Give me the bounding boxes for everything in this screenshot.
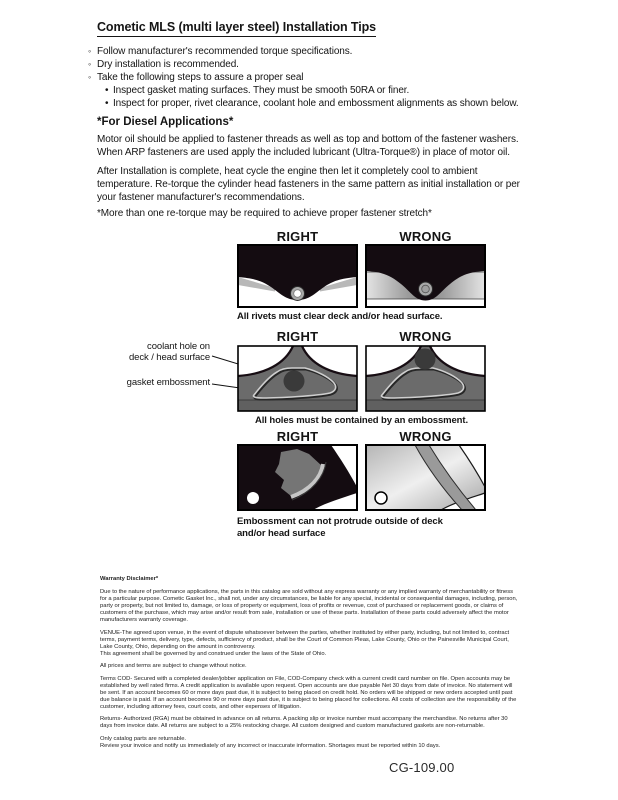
disclaimer-heading: Warranty Disclaimer* [100,576,159,582]
list-item [88,58,519,71]
list-item-text: Dry installation is recommended. [97,59,239,70]
list-item-text: Follow manufacturer's recommended torque specifications. [97,46,353,57]
wrong-label: WRONG [399,429,452,444]
protrusion-wrong-diagram [365,444,486,511]
warranty-disclaimer [100,576,520,750]
disclaimer-paragraph: This agreement shall be governed by and construed under the laws of the State of Ohio. [100,650,327,657]
circle-bullet-icon: ◦ [88,59,92,69]
list-item [88,71,519,84]
wrong-label: WRONG [399,229,452,244]
embossment-right-diagram [237,345,358,412]
list-item-text: Inspect for proper, rivet clearance, coolant hole and embossment alignments as shown below. [113,98,519,109]
list-item [88,84,519,97]
disclaimer-paragraph: Due to the nature of performance applications, the parts in this catalog are sold without any express warranty or any implied warranty of merchantability or fitness for a particular purpose. Cometic Gasket Inc., shall not, under any circumstances, be liable for any special, incidental or consequential damages, including, person, party or property, but not limited to, damage, or loss of property or equipment, loss of profits or revenue, cost of purchased or replacement goods, or claims of customers of the purchase, which may arise and/or result from sale, installation or use of these parts. Installation of these parts could adversely affect the motor manufacturers warranty coverage. [100,589,518,623]
installation-tips-list [88,45,519,110]
diesel-paragraph-2: After Installation is complete, heat cycle the engine then let it completely cool to ambient temperature. Re-torque the cylinder head fasteners in the same pattern as initial installation or per your fastener manufacturer's recommendations. [97,166,520,203]
list-item-text: Take the following steps to assure a proper seal [97,72,304,83]
embossment-wrong-diagram [365,345,486,412]
list-item-text: Inspect gasket mating surfaces. They must be smooth 50RA or finer. [113,85,410,96]
page-code: CG-109.00 [389,760,455,775]
disclaimer-paragraph: All prices and terms are subject to change without notice. [100,663,247,669]
dot-bullet-icon: • [105,85,109,96]
gasket-embossment-callout: gasket embossment [126,377,210,388]
rivet-caption: All rivets must clear deck and/or head surface. [237,311,443,322]
dot-bullet-icon: • [105,98,109,109]
rivet-wrong-diagram [365,244,486,308]
right-label: RIGHT [276,229,319,244]
disclaimer-paragraph: Review your invoice and notify us immediately of any incorrect or inaccurate information. Shortages must be reported within 10 days. [100,742,441,749]
rivet-right-diagram [237,244,358,308]
circle-bullet-icon: ◦ [88,46,92,56]
right-label: RIGHT [276,329,319,344]
list-item [88,97,519,110]
right-label: RIGHT [276,429,319,444]
disclaimer-paragraph: Only catalog parts are returnable. [100,735,187,742]
circle-bullet-icon: ◦ [88,72,92,82]
retorque-note: *More than one re-torque may be required to achieve proper fastener stretch* [97,208,432,219]
callout-text: coolant hole on [147,341,210,352]
coolant-hole-callout [90,341,210,363]
callout-text: deck / head surface [128,352,210,363]
diesel-paragraph-1: Motor oil should be applied to fastener threads as well as top and bottom of the fastener washers. When ARP fasteners are used apply the included lubricant (Ultra-Torque®) in place of motor oil. [97,134,519,158]
list-item [88,45,519,58]
protrusion-caption: Embossment can not protrude outside of deck and/or head surface [237,516,443,539]
holes-caption: All holes must be contained by an embossment. [255,415,468,426]
page-title: Cometic MLS (multi layer steel) Installation Tips [97,20,376,37]
disclaimer-paragraph: VENUE-The agreed upon venue, in the event of dispute whatsoever between the parties, whether instituted by either party, including, but not limited to, contract terms, payment terms, delivery, type, defects, sufficiency of product, shall be the Court of Common Pleas, Lake County, Ohio or the Painesville Municipal Court, Lake County, Ohio, depending on the amount in controversy. [100,629,510,650]
wrong-label: WRONG [399,329,452,344]
disclaimer-paragraph: Terms COD- Secured with a completed dealer/jobber application on File, COD-Company check with a current credit card number on file. Open accounts may be established by well rated firms. A credit application is available upon request. Open accounts are due payable Net 30 days from date of invoice. No statement will be sent. If an account becomes 60 or more days past due, it is subject to being placed on credit hold. No orders will be shipped or new orders accepted until past due balance is paid. If an account becomes 90 or more days past due, it is subject to being placed for collections. All costs of collection are the responsibility of the customer, including attorney fees, court costs, and other expenses of litigation. [100,675,517,710]
protrusion-right-diagram [237,444,358,511]
disclaimer-paragraph: Returns- Authorized (RGA) must be obtained in advance on all returns. A packing slip or invoice number must accompany the merchandise. No returns after 30 days from invoice date. All returns are subject to a 25% restocking charge. All custom designed and custom manufactured gaskets are non-returnable. [100,716,508,729]
diesel-applications-heading: *For Diesel Applications* [97,116,234,128]
